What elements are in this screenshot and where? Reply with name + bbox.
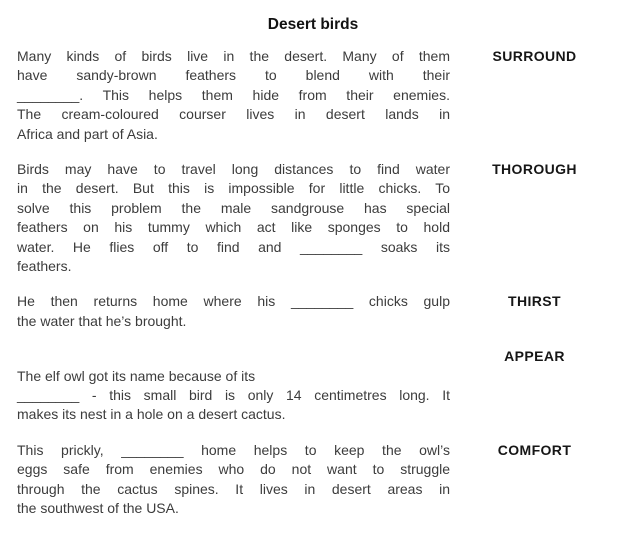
exercise-rows <box>17 47 619 519</box>
paragraph <box>17 441 450 519</box>
keyword-label: APPEAR <box>504 348 565 365</box>
paragraph-line: the southwest of the USA. <box>17 500 179 517</box>
paragraph-line: ________. This helps them hide from their enemies. <box>17 86 450 103</box>
keyword-label: THOROUGH <box>492 161 577 178</box>
paragraph-line: the water that he’s brought. <box>17 312 187 329</box>
keyword-label: SURROUND <box>492 48 577 64</box>
exercise-row <box>17 47 619 144</box>
paragraph-line <box>17 347 450 366</box>
paragraph-line: makes its nest in a hole on a desert cactus. <box>17 406 286 423</box>
paragraph-line: He then returns home where his ________ chicks gulp <box>17 293 450 310</box>
paragraph-line: Africa and part of Asia. <box>17 125 158 142</box>
paragraph-line: have sandy-brown feathers to blend with their <box>17 67 450 84</box>
paragraph <box>17 347 450 425</box>
paragraph <box>17 47 450 144</box>
exercise-row <box>17 441 619 519</box>
paragraph-line: in the desert. But this is impossible for little chicks. To <box>17 180 450 197</box>
paragraph-line: Many kinds of birds live in the desert. Many of them <box>17 48 450 64</box>
keyword-label: COMFORT <box>497 441 572 458</box>
paragraph-line: through the cactus spines. It lives in desert areas in <box>17 480 450 497</box>
keyword-label: THIRST <box>508 293 561 310</box>
paragraph <box>17 292 450 331</box>
paragraph-line: solve this problem the male sandgrouse has special <box>17 199 450 216</box>
exercise-row <box>17 160 619 276</box>
exercise-row <box>17 347 619 425</box>
paragraph-line: The elf owl got its name because of its <box>17 367 256 384</box>
paragraph-line: This prickly, ________ home helps to keep the owl’s <box>17 441 450 458</box>
paragraph <box>17 160 450 276</box>
paragraph-line: Birds may have to travel long distances to find water <box>17 161 450 178</box>
paragraph-line: feathers on his tummy which act like sponges to hold <box>17 219 450 236</box>
paragraph-line: water. He flies off to find and ________ soaks its <box>17 238 450 255</box>
paragraph-line: The cream-coloured courser lives in desert lands in <box>17 106 450 123</box>
exercise-row <box>17 292 619 331</box>
paragraph-line: feathers. <box>17 258 72 275</box>
paragraph-line: eggs safe from enemies who do not want to struggle <box>17 461 450 478</box>
exercise-title: Desert birds <box>267 16 359 33</box>
paragraph-line: ________ - this small bird is only 14 centimetres long. It <box>17 387 450 404</box>
